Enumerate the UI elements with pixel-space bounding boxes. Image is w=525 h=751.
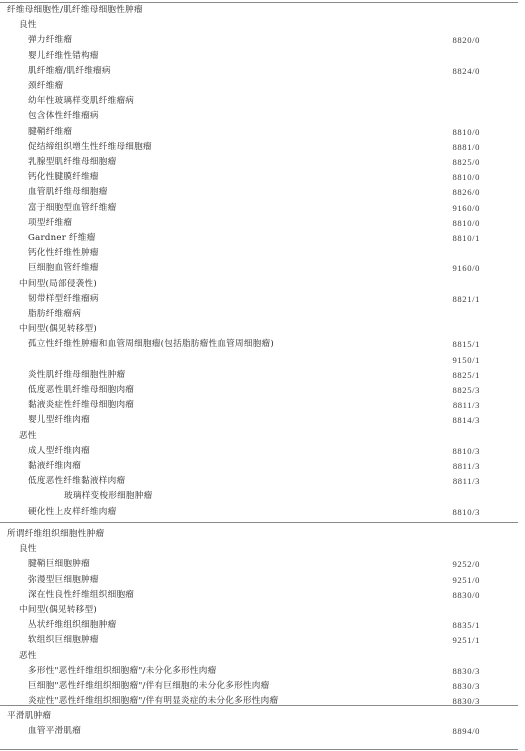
entry-row [0,109,480,123]
icd-o-code: 8811/3 [452,476,480,487]
entry-row [0,246,480,260]
icd-o-code: 9251/1 [452,635,480,646]
section-heading-row [0,3,480,17]
entry-name: 深在性良性纤维组织细胞瘤 [28,589,135,600]
entry-row [0,618,480,632]
entry-name: 硬化性上皮样纤维肉瘤 [28,506,117,517]
category-title: 良性 [19,20,37,31]
entry-row [0,125,480,139]
icd-o-code: 8820/0 [452,35,480,46]
category-heading-row [0,603,480,617]
entry-name: 腱鞘巨细胞肿瘤 [28,559,90,570]
entry-name: 钙化性纤维性肿瘤 [28,248,99,259]
section-heading-row [0,709,480,723]
entry-row [0,140,480,154]
entry-name: 促结缔组织增生性纤维母细胞瘤 [28,141,152,152]
entry-row [0,353,480,367]
entry-row [0,573,480,587]
entry-name: 黏液纤维肉瘤 [28,461,82,471]
icd-o-code: 8825/0 [452,157,480,167]
icd-o-code: 8830/3 [452,681,480,691]
category-heading-row [0,277,480,291]
icd-o-code: 8810/0 [452,172,480,183]
entry-row [0,261,480,275]
entry-row [0,216,480,230]
icd-o-code: 8824/0 [452,65,480,76]
entry-name: 炎性肌纤维母细胞性肿瘤 [28,369,126,380]
entry-row [0,292,480,306]
entry-row [0,307,480,321]
icd-o-code: 8881/0 [452,141,480,152]
section-title: 平滑肌肿瘤 [7,711,52,721]
entry-name: 成人型纤维肉瘤 [28,445,90,456]
category-heading-row [0,18,480,32]
category-heading-row [0,429,480,443]
category-heading-row [0,322,480,336]
entry-name: 巨细胞"恶性纤维组织细胞瘤"/伴有巨细胞的未分化多形性肉瘤 [28,681,270,691]
entry-name: 炎症性"恶性纤维组织细胞瘤"/伴有明显炎症的未分化多形性肉瘤 [28,696,279,707]
entry-row [0,64,480,78]
icd-o-code: 9160/0 [452,202,480,213]
entry-row [0,337,480,351]
entry-row [0,444,480,458]
entry-row [0,724,480,738]
entry-row [0,398,480,412]
entry-name: 低度恶性肌纤维母细胞肉瘤 [28,385,135,395]
entry-name: Gardner 纤维瘤 [28,233,96,243]
entry-row [0,155,480,169]
entry-name: 丛状纤维组织细胞肿瘤 [28,620,117,631]
icd-o-code: 8825/1 [452,369,480,380]
section-title: 纤维母细胞性/肌纤维母细胞性肿瘤 [7,5,143,15]
icd-o-code: 9160/0 [452,263,480,274]
icd-o-code: 9251/0 [452,574,480,585]
entry-row [0,49,480,63]
entry-row [0,679,480,693]
entry-name: 婴儿纤维性错构瘤 [28,50,99,61]
entry-name: 腱鞘纤维瘤 [28,126,73,137]
entry-row [0,368,480,382]
entry-name: 婴儿型纤维肉瘤 [28,415,90,426]
icd-o-code: 8810/0 [452,126,480,137]
entry-row [0,459,480,473]
entry-row [0,231,480,245]
entry-row [0,185,480,199]
category-title: 中间型(局部侵袭性) [19,278,97,289]
entry-row [0,383,480,397]
category-title: 恶性 [19,650,37,661]
category-heading-row [0,542,480,556]
entry-row [0,413,480,427]
entry-name: 弥漫型巨细胞肿瘤 [28,574,99,585]
entry-row [0,94,480,108]
icd-o-code: 8825/3 [452,385,480,395]
entry-row [0,557,480,571]
entry-row [0,588,480,602]
entry-name: 颈纤维瘤 [28,81,64,91]
category-title: 中间型(偶见转移型) [19,324,97,335]
icd-o-code: 9150/1 [452,354,480,365]
icd-o-code: 8894/0 [452,726,480,737]
icd-o-code: 9252/0 [452,559,480,570]
section-title: 所谓纤维组织细胞性肿瘤 [7,529,105,539]
icd-o-code: 8830/3 [452,696,480,707]
entry-name: 多形性"恶性纤维组织细胞瘤"/未分化多形性肉瘤 [28,665,217,676]
icd-o-code: 8810/1 [452,233,480,243]
icd-o-code: 8814/3 [452,415,480,426]
entry-row [0,79,480,93]
section-rule-1 [0,522,518,523]
category-title: 中间型(偶见转移型) [19,605,97,615]
entry-name: 脂肪纤维瘤病 [28,309,82,319]
icd-o-code: 8810/3 [452,445,480,456]
entry-row [0,664,480,678]
section-heading-row [0,527,480,541]
icd-o-code: 8826/0 [452,187,480,198]
entry-row [0,170,480,184]
entry-name: 玻璃样变梭形细胞肿瘤 [64,491,153,502]
entry-name: 包含体性纤维瘤病 [28,111,99,122]
entry-name: 孤立性纤维性肿瘤和血管周细胞瘤(包括脂肪瘤性血管周细胞瘤) [28,339,274,350]
icd-o-code: 8810/3 [452,506,480,517]
entry-name: 黏液炎症性纤维母细胞肉瘤 [28,400,135,411]
icd-o-code: 8810/0 [452,217,480,228]
icd-o-code: 8815/1 [452,339,480,350]
entry-name: 血管平滑肌瘤 [28,726,82,737]
entry-name: 巨细胞血管纤维瘤 [28,263,99,274]
entry-name: 韧带样型纤维瘤病 [28,293,99,304]
icd-o-code: 8830/3 [452,665,480,676]
entry-name: 幼年性玻璃样变肌纤维瘤病 [28,96,135,107]
entry-row [0,633,480,647]
category-title: 良性 [19,544,37,555]
entry-row [0,694,480,708]
entry-name: 弹力纤维瘤 [28,35,73,46]
icd-o-code: 8830/0 [452,589,480,600]
entry-name: 钙化性腱膜纤维瘤 [28,172,99,183]
icd-o-code: 8821/1 [452,293,480,304]
category-heading-row [0,649,480,663]
entry-name: 富于细胞型血管纤维瘤 [28,202,117,213]
entry-name: 低度恶性纤维黏液样肉瘤 [28,476,126,487]
entry-name: 肌纤维瘤/肌纤维瘤病 [28,65,111,76]
entry-name: 软组织巨细胞肿瘤 [28,635,99,646]
category-title: 恶性 [19,430,37,441]
icd-o-code: 8811/3 [452,400,480,411]
icd-o-code: 8811/3 [452,461,480,471]
entry-name: 血管肌纤维母细胞瘤 [28,187,108,198]
entry-name: 项型纤维瘤 [28,217,73,228]
entry-row [0,201,480,215]
entry-row [0,474,480,488]
entry-name: 乳腺型肌纤维母细胞瘤 [28,157,117,167]
entry-row [0,489,480,503]
section-rule-3 [0,749,518,750]
entry-row [0,505,480,519]
icd-o-code: 8835/1 [452,620,480,631]
entry-row [0,33,480,47]
